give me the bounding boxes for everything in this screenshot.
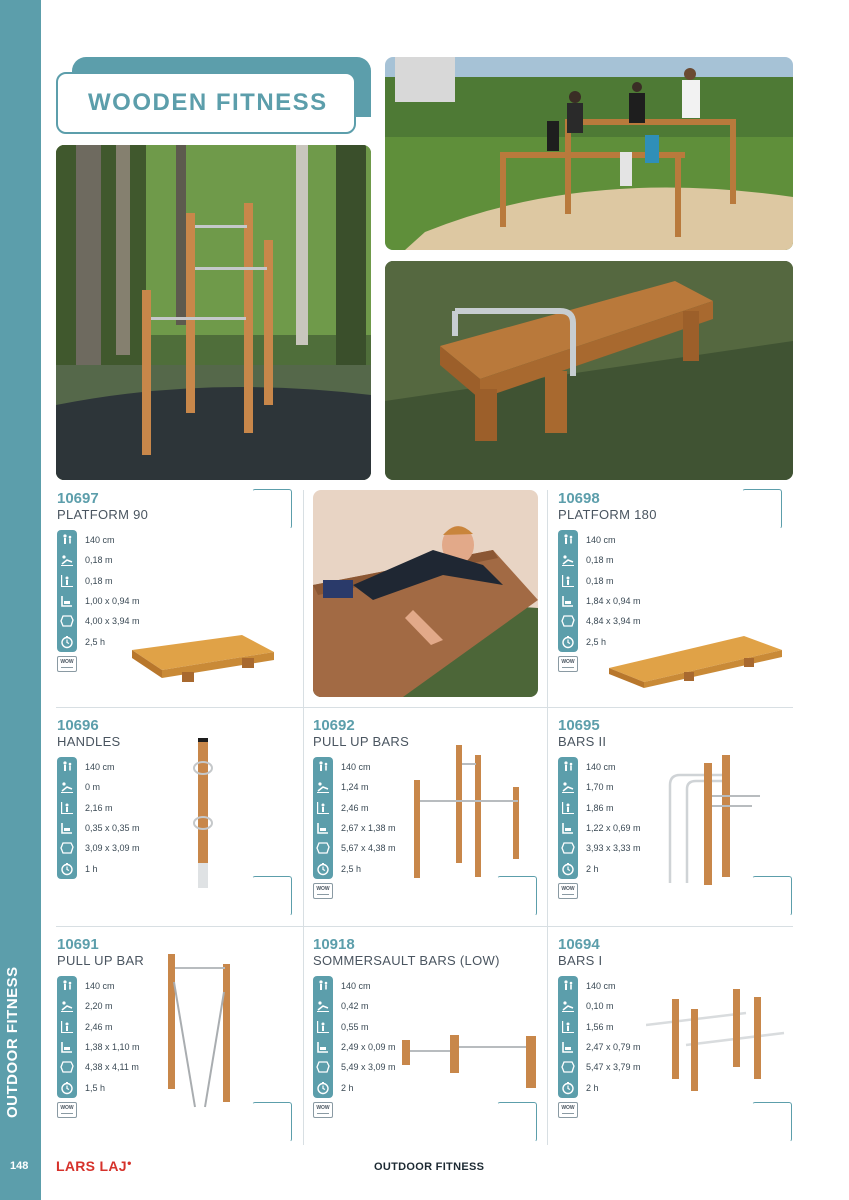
spec-row: [313, 976, 396, 996]
fall-height-icon: [313, 777, 333, 797]
installation-time-icon: [313, 1078, 333, 1098]
spec-list: [558, 757, 641, 879]
installation-time-icon: [558, 1078, 578, 1098]
height-icon: [558, 757, 578, 777]
photo-push-up-platform: [313, 490, 538, 697]
safety-area-icon: [558, 611, 578, 631]
product-render-platform-90: [122, 630, 282, 695]
safety-area-icon: [558, 838, 578, 858]
spec-value: 0,35 x 0,35 m: [85, 823, 140, 834]
wow-label: WOW: [316, 1105, 330, 1111]
spec-row: [558, 777, 641, 797]
spec-value: 2 h: [586, 1082, 599, 1093]
spec-row: [558, 611, 641, 631]
product-name: HANDLES: [57, 734, 121, 749]
spec-value: 0,18 m: [85, 555, 113, 566]
spec-value: 2,16 m: [85, 802, 113, 813]
spec-row: [313, 838, 396, 858]
spec-row: [57, 757, 140, 777]
spec-row: [558, 1077, 641, 1097]
spec-list: [558, 976, 641, 1098]
spec-row: [57, 1037, 140, 1057]
spec-value: 140 cm: [586, 535, 616, 546]
spec-value: 0,18 m: [586, 575, 614, 586]
spec-value: 2,5 h: [586, 636, 607, 647]
free-height-icon: [313, 798, 333, 818]
product-render-bars-i: [646, 985, 786, 1100]
user-age-icon: [497, 1102, 537, 1142]
spec-row: [558, 976, 641, 996]
spec-row: [313, 1057, 396, 1077]
free-height-icon: [57, 571, 77, 591]
spec-value: 1,00 x 0,94 m: [85, 596, 140, 607]
spec-value: 5,67 x 4,38 m: [341, 843, 396, 854]
product-card-10918: [313, 937, 500, 968]
spec-row: [57, 858, 140, 878]
spec-row: [558, 1057, 641, 1077]
product-code: 10918: [313, 936, 355, 953]
dimensions-icon: [558, 818, 578, 838]
spec-value: 1 h: [85, 863, 98, 874]
dimensions-icon: [57, 818, 77, 838]
product-render-bars-ii: [662, 755, 762, 892]
spec-row: [57, 777, 140, 797]
spec-row: [313, 818, 396, 838]
free-height-icon: [558, 571, 578, 591]
spec-row: [57, 550, 140, 570]
photo-people-training: [385, 57, 793, 250]
dimensions-icon: [558, 591, 578, 611]
spec-value: 4,84 x 3,94 m: [586, 616, 641, 627]
wow-label: WOW: [316, 886, 330, 892]
free-height-icon: [57, 1017, 77, 1037]
dimensions-icon: [57, 1037, 77, 1057]
spec-row: [57, 611, 140, 631]
dimensions-icon: [57, 591, 77, 611]
product-code: 10698: [558, 490, 600, 507]
spec-row: [313, 1077, 396, 1097]
spec-value: 3,09 x 3,09 m: [85, 843, 140, 854]
spec-row: [57, 996, 140, 1016]
section-title: WOODEN FITNESS: [88, 89, 328, 116]
spec-value: 2,46 m: [85, 1021, 113, 1032]
fall-height-icon: [57, 777, 77, 797]
spec-value: 140 cm: [341, 762, 371, 773]
spec-value: 4,38 x 4,11 m: [85, 1062, 139, 1073]
wow-label: WOW: [60, 659, 74, 665]
height-icon: [313, 757, 333, 777]
spec-value: 2 h: [341, 1082, 354, 1093]
spec-row: [558, 996, 641, 1016]
free-height-icon: [558, 1017, 578, 1037]
spec-value: 140 cm: [341, 981, 371, 992]
footer-title: OUTDOOR FITNESS: [374, 1161, 485, 1173]
free-height-icon: [558, 798, 578, 818]
safety-area-icon: [558, 1057, 578, 1077]
user-age-icon: [252, 876, 292, 916]
spec-value: 2,47 x 0,79 m: [586, 1042, 641, 1053]
spec-row: [57, 1057, 140, 1077]
spec-row: [558, 530, 641, 550]
safety-area-icon: [313, 838, 333, 858]
product-code: 10691: [57, 936, 99, 953]
wow-badge: [558, 1102, 578, 1118]
spec-row: [57, 530, 140, 550]
spec-row: [57, 591, 140, 611]
wow-badge: [57, 656, 77, 672]
spec-list: [313, 757, 396, 879]
fall-height-icon: [558, 550, 578, 570]
spec-row: [558, 1037, 641, 1057]
safety-area-icon: [313, 1057, 333, 1077]
spec-value: 0,42 m: [341, 1001, 369, 1012]
spec-value: 5,49 x 3,09 m: [341, 1062, 396, 1073]
row-divider: [56, 707, 793, 708]
user-age-icon: [252, 1102, 292, 1142]
column-divider: [303, 490, 304, 1145]
brand-logo: [56, 1158, 132, 1174]
spec-value: 140 cm: [85, 535, 115, 546]
spec-row: [558, 550, 641, 570]
spec-value: 1,24 m: [341, 782, 369, 793]
fall-height-icon: [558, 996, 578, 1016]
side-strip: [0, 0, 41, 1200]
spec-row: [558, 1017, 641, 1037]
spec-row: [57, 798, 140, 818]
spec-list: [313, 976, 396, 1098]
installation-time-icon: [57, 859, 77, 879]
product-card-10697: [57, 491, 148, 522]
spec-row: [558, 818, 641, 838]
spec-list: [57, 976, 140, 1098]
spec-value: 140 cm: [85, 762, 115, 773]
spec-value: 1,5 h: [85, 1082, 106, 1093]
installation-time-icon: [558, 859, 578, 879]
row-divider: [56, 926, 793, 927]
spec-value: 2,49 x 0,09 m: [341, 1042, 396, 1053]
wow-badge: [558, 656, 578, 672]
product-code: 10695: [558, 717, 600, 734]
spec-value: 1,86 m: [586, 802, 614, 813]
spec-value: 0 m: [85, 782, 101, 793]
safety-area-icon: [57, 838, 77, 858]
wow-badge: [57, 1102, 77, 1118]
spec-row: [558, 858, 641, 878]
free-height-icon: [57, 798, 77, 818]
spec-value: 140 cm: [85, 981, 115, 992]
spec-value: 1,38 x 1,10 m: [85, 1042, 140, 1053]
spec-row: [57, 1017, 140, 1037]
wow-badge: [558, 883, 578, 899]
spec-value: 1,70 m: [586, 782, 614, 793]
product-render-platform-180: [604, 632, 784, 697]
fall-height-icon: [558, 777, 578, 797]
spec-value: 2,20 m: [85, 1001, 113, 1012]
product-code: 10696: [57, 717, 99, 734]
spec-row: [313, 1017, 396, 1037]
spec-value: 2,5 h: [85, 636, 106, 647]
spec-row: [57, 818, 140, 838]
spec-list: [57, 757, 140, 879]
spec-row: [57, 1077, 140, 1097]
product-code: 10697: [57, 490, 99, 507]
wow-badge: [313, 1102, 333, 1118]
spec-value: 2,46 m: [341, 802, 369, 813]
free-height-icon: [313, 1017, 333, 1037]
safety-area-icon: [57, 1057, 77, 1077]
spec-value: 140 cm: [586, 981, 616, 992]
spec-value: 1,56 m: [586, 1021, 614, 1032]
user-age-icon: [752, 1102, 792, 1142]
spec-value: 2 h: [586, 863, 599, 874]
photo-pull-up-bars-forest: [56, 145, 371, 480]
spec-row: [313, 1037, 396, 1057]
product-name: BARS II: [558, 734, 607, 749]
spec-row: [558, 571, 641, 591]
user-age-icon: [742, 489, 782, 529]
height-icon: [57, 530, 77, 550]
spec-row: [313, 798, 396, 818]
product-render-pull-up-bar: [160, 952, 245, 1117]
spec-value: 4,00 x 3,94 m: [85, 616, 140, 627]
product-card-10691: [57, 937, 144, 968]
product-card-10695: [558, 718, 606, 749]
height-icon: [313, 976, 333, 996]
spec-value: 5,47 x 3,79 m: [586, 1062, 641, 1073]
spec-value: 1,84 x 0,94 m: [586, 596, 641, 607]
dimensions-icon: [558, 1037, 578, 1057]
product-card-10696: [57, 718, 121, 749]
spec-row: [313, 757, 396, 777]
wow-label: WOW: [60, 1105, 74, 1111]
product-code: 10694: [558, 936, 600, 953]
brand-dot: ●: [126, 1158, 132, 1168]
installation-time-icon: [57, 632, 77, 652]
fall-height-icon: [57, 550, 77, 570]
spec-value: 0,55 m: [341, 1021, 369, 1032]
spec-row: [558, 591, 641, 611]
product-render-handles: [188, 738, 218, 895]
wow-label: WOW: [561, 1105, 575, 1111]
product-card-10694: [558, 937, 602, 968]
spec-value: 1,22 x 0,69 m: [586, 823, 641, 834]
product-card-10692: [313, 718, 409, 749]
brand-name: LARS LAJ: [56, 1158, 127, 1174]
installation-time-icon: [558, 632, 578, 652]
side-label: OUTDOOR FITNESS: [4, 966, 21, 1118]
spec-row: [558, 838, 641, 858]
spec-row: [558, 798, 641, 818]
section-title-box: [56, 72, 356, 134]
product-render-pull-up-bars: [410, 745, 525, 885]
photo-bench: [385, 261, 793, 480]
product-name: PULL UP BAR: [57, 953, 145, 968]
product-name: SOMMERSAULT BARS (LOW): [313, 953, 500, 968]
column-divider: [547, 490, 548, 1145]
spec-value: 0,18 m: [85, 575, 113, 586]
spec-value: 140 cm: [586, 762, 616, 773]
product-render-sommersault-bars: [398, 1030, 543, 1095]
spec-row: [313, 858, 396, 878]
wow-badge: [313, 883, 333, 899]
spec-row: [57, 571, 140, 591]
user-age-icon: [252, 489, 292, 529]
page-number: 148: [10, 1160, 29, 1172]
spec-row: [57, 976, 140, 996]
spec-value: 0,18 m: [586, 555, 614, 566]
product-card-10698: [558, 491, 657, 522]
spec-value: 3,93 x 3,33 m: [586, 843, 641, 854]
spec-row: [313, 996, 396, 1016]
fall-height-icon: [57, 996, 77, 1016]
wow-label: WOW: [561, 886, 575, 892]
spec-row: [313, 777, 396, 797]
height-icon: [57, 976, 77, 996]
spec-row: [558, 757, 641, 777]
fall-height-icon: [313, 996, 333, 1016]
height-icon: [57, 757, 77, 777]
spec-row: [57, 838, 140, 858]
product-code: 10692: [313, 717, 355, 734]
spec-value: 0,10 m: [586, 1001, 614, 1012]
height-icon: [558, 530, 578, 550]
product-name: PULL UP BARS: [313, 734, 410, 749]
product-name: PLATFORM 90: [57, 507, 149, 522]
product-name: PLATFORM 180: [558, 507, 657, 522]
spec-value: 2,67 x 1,38 m: [341, 823, 396, 834]
dimensions-icon: [313, 1037, 333, 1057]
dimensions-icon: [313, 818, 333, 838]
spec-value: 2,5 h: [341, 863, 362, 874]
installation-time-icon: [57, 1078, 77, 1098]
installation-time-icon: [313, 859, 333, 879]
safety-area-icon: [57, 611, 77, 631]
wow-label: WOW: [561, 659, 575, 665]
height-icon: [558, 976, 578, 996]
product-name: BARS I: [558, 953, 603, 968]
